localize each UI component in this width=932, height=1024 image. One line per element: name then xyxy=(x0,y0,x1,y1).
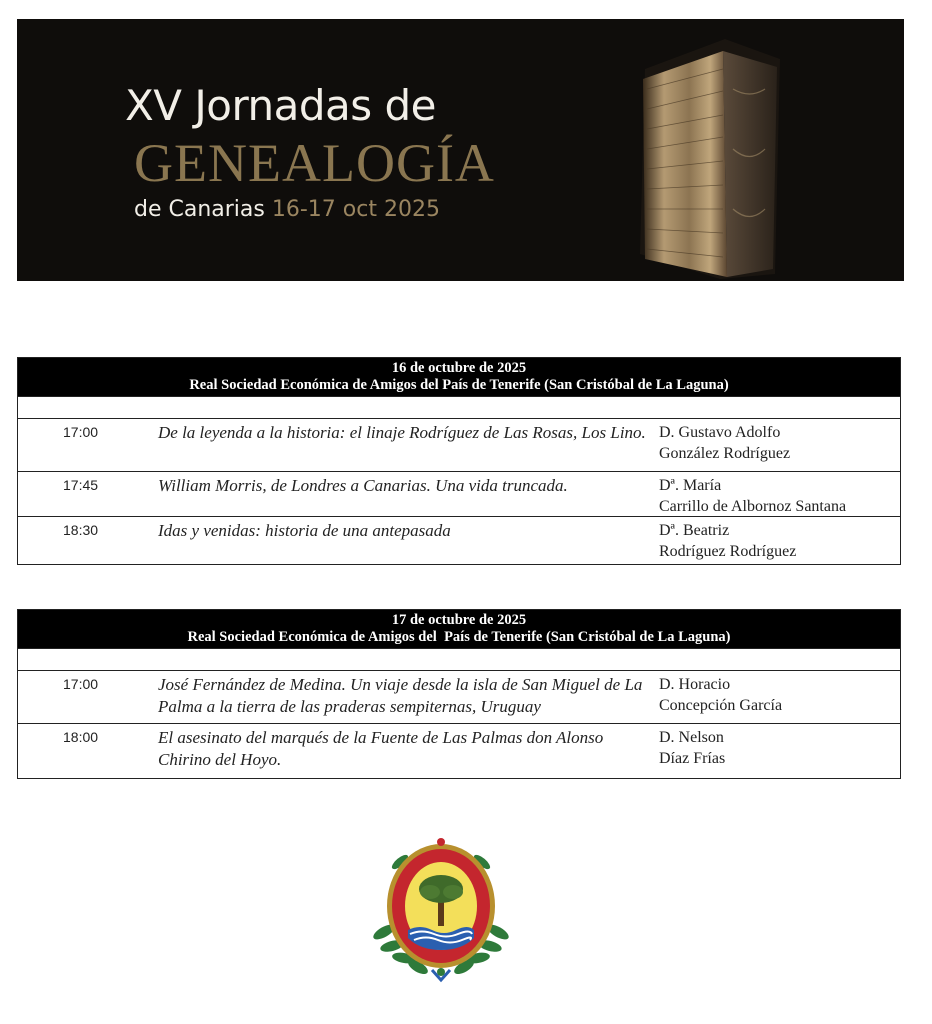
talk-title: El asesinato del marqués de la Fuente de Las Palmas don Alonso Chirino del Hoyo. xyxy=(158,728,604,769)
talk-time: 17:00 xyxy=(63,424,99,440)
banner-dates: 16-17 oct 2025 xyxy=(271,197,440,222)
day-date: 17 de octubre de 2025 xyxy=(391,612,527,628)
table-row xyxy=(18,471,900,516)
day-venue: Real Sociedad Económica de Amigos del País de Tenerife (San Cristóbal de La Laguna) xyxy=(187,629,731,645)
speaker-line-2: Díaz Frías xyxy=(659,750,726,767)
talk-time: 17:00 xyxy=(63,676,99,692)
talk-title: Idas y venidas: historia de una antepasada xyxy=(158,521,451,540)
event-banner xyxy=(17,19,904,281)
speaker-line-1: D. Nelson xyxy=(659,729,724,746)
speaker-line-1: Dª. Beatriz xyxy=(659,522,730,539)
day-header xyxy=(18,610,900,648)
speaker-line-2: Concepción García xyxy=(659,697,783,714)
talk-speaker xyxy=(659,520,899,562)
speaker-line-1: Dª. María xyxy=(659,477,722,494)
talk-speaker xyxy=(659,674,899,716)
blank-row xyxy=(18,396,900,418)
blank-row xyxy=(18,648,900,670)
day-date: 16 de octubre de 2025 xyxy=(391,360,527,376)
speaker-line-1: D. Gustavo Adolfo xyxy=(659,424,781,441)
speaker-line-2: Carrillo de Albornoz Santana xyxy=(659,498,847,515)
talk-speaker xyxy=(659,475,899,517)
speaker-line-1: D. Horacio xyxy=(659,676,731,693)
talk-speaker xyxy=(659,727,899,769)
table-row xyxy=(18,418,900,471)
society-crest-icon xyxy=(370,834,512,984)
banner-title-line3 xyxy=(134,197,440,222)
banner-title-line1: XV Jornadas de xyxy=(125,81,436,130)
banner-title xyxy=(17,19,607,281)
talk-speaker xyxy=(659,422,899,464)
day-header xyxy=(18,358,900,396)
talk-title: José Fernández de Medina. Un viaje desde la isla de San Miguel de La Palma a la tierra de las praderas sempiternas, Uruguay xyxy=(158,675,643,716)
talk-time: 18:00 xyxy=(63,729,99,745)
talk-time: 18:30 xyxy=(63,522,99,538)
speaker-line-2: Rodríguez Rodríguez xyxy=(659,543,797,560)
banner-title-line2: GENEALOGÍA xyxy=(134,133,495,193)
speaker-line-2: González Rodríguez xyxy=(659,445,791,462)
day-venue: Real Sociedad Económica de Amigos del País de Tenerife (San Cristóbal de La Laguna) xyxy=(189,377,729,393)
talk-title: William Morris, de Londres a Canarias. Una vida truncada. xyxy=(158,476,568,495)
table-row xyxy=(18,670,900,723)
banner-place: de Canarias xyxy=(134,197,265,222)
old-book-image xyxy=(615,29,785,279)
table-row xyxy=(18,516,900,561)
table-row xyxy=(18,723,900,774)
talk-title: De la leyenda a la historia: el linaje Rodríguez de Las Rosas, Los Lino. xyxy=(158,423,646,442)
talk-time: 17:45 xyxy=(63,477,99,493)
schedule-day-2 xyxy=(17,609,901,779)
schedule-day-1 xyxy=(17,357,901,565)
